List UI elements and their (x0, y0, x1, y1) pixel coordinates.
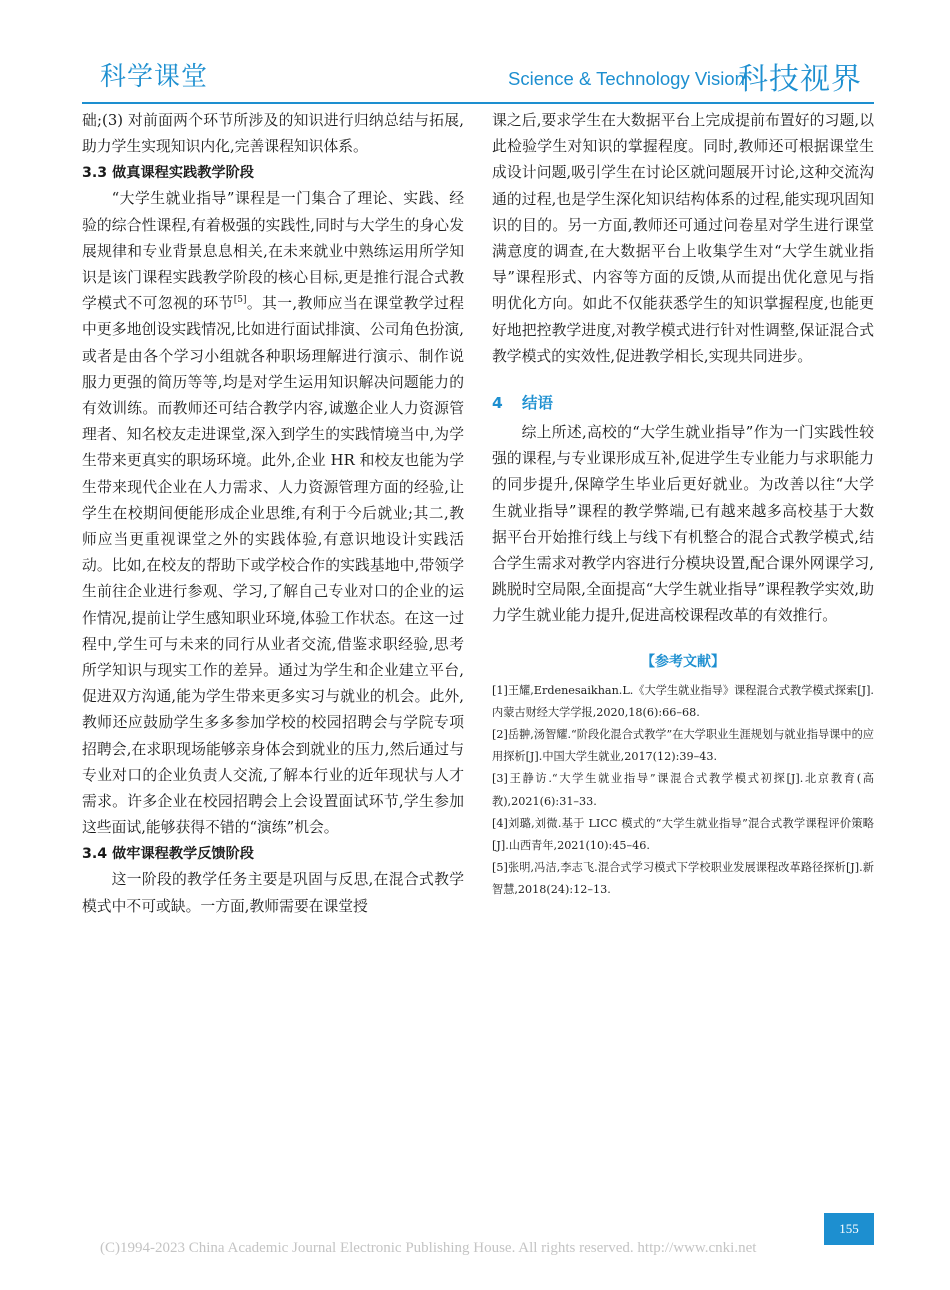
reference-item: [1]王耀,Erdenesaikhan.L.《大学生就业指导》课程混合式教学模式探索[J].内蒙古财经大学学报,2020,18(6):66–68. (492, 683, 874, 719)
section-number: 4 (492, 394, 503, 413)
reference-item: [5]张明,冯洁,李志飞.混合式学习模式下学校职业发展课程改革路径探析[J].新智慧,2018(24):12–13. (492, 861, 874, 897)
conclusion-paragraph: 综上所述,高校的“大学生就业指导”作为一门实践性较强的课程,与专业课形成互补,促进学生专业能力与求职能力的同步提升,保障学生毕业后更好就业。为改善以往“大学生就业指导”课程的教学弊端,已有越来越多高校基于大数据平台开始推行线上与线下有机整合的混合式教学模式,结合学生需求对教学内容进行分模块设置,配合课外网课学习,跳脱时空局限,全面提高“大学生就业指导”课程教学实效,助力学生就业能力提升,促进高校课程改革的有效推行。 (492, 424, 874, 625)
left-column (82, 108, 464, 920)
references-list (492, 680, 874, 902)
right-column (492, 108, 874, 902)
section-heading-3-3: 3.3 做真课程实践教学阶段 (82, 165, 254, 182)
section-3-3-paragraph (82, 186, 464, 841)
reference-item: [3]王静访.“大学生就业指导”课混合式教学模式初探[J].北京教育(高教),2021(6):31–33. (492, 772, 874, 808)
header-divider (82, 102, 874, 104)
reference-item: [4]刘璐,刘微.基于 LICC 模式的“大学生就业指导”混合式教学课程评价策略[J].山西青年,2021(10):45–46. (492, 816, 874, 853)
journal-name-english: Science & Technology Vision (508, 68, 745, 89)
copyright-footer: (C)1994-2023 China Academic Journal Electronic Publishing House. All rights reserved. http://www.cnki.net (100, 1240, 757, 1256)
section-heading-3-4: 3.4 做牢课程教学反馈阶段 (82, 846, 254, 863)
section-3-3-text-a: “大学生就业指导”课程是一门集合了理论、实践、经验的综合性课程,有着极强的实践性,同时与大学生的身心发展规律和专业背景息息相关,在未来就业中熟练运用所学知识是该门课程实践教学阶段的核心目标,更是推行混合式教学模式不可忽视的环节 (82, 190, 464, 313)
reference-item: [2]岳翀,汤智耀.“阶段化混合式教学”在大学职业生涯规划与就业指导课中的应用探析[J].中国大学生就业,2017(12):39–43. (492, 728, 874, 764)
page-number: 155 (824, 1213, 874, 1245)
section-3-4-paragraph: 这一阶段的教学任务主要是巩固与反思,在混合式教学模式中不可或缺。一方面,教师需要在课堂授 (82, 871, 464, 915)
section-title: 结语 (522, 394, 554, 413)
references-heading: 【参考文献】 (641, 653, 725, 670)
paragraph-continued-right: 课之后,要求学生在大数据平台上完成提前布置好的习题,以此检验学生对知识的掌握程度。同时,教师还可根据课堂生成设计问题,吸引学生在讨论区就问题展开讨论,这种交流沟通的过程,也是学生深化知识结构体系的过程,能实现巩固知识的目的。另一方面,教师还可通过问卷星对学生进行课堂满意度的调查,在大数据平台上收集学生对“大学生就业指导”课程形式、内容等方面的反馈,从而提出优化意见与指明优化方向。如此不仅能获悉学生的知识掌握程度,也能更好地把控教学进度,对教学模式进行针对性调整,保证混合式教学模式的实效性,促进教学相长,实现共同进步。 (492, 112, 874, 365)
journal-name-chinese: 科技视界 (738, 62, 862, 97)
citation-marker: [5] (233, 295, 247, 306)
section-heading-4 (492, 390, 874, 416)
paragraph-continued: 础;(3) 对前面两个环节所涉及的知识进行归纳总结与拓展,助力学生实现知识内化,完善课程知识体系。 (82, 112, 464, 156)
journal-section-title: 科学课堂 (100, 62, 209, 92)
section-3-3-text-b: 。其一,教师应当在课堂教学过程中更多地创设实践情况,比如进行面试排演、公司角色扮演,或者是由各个学习小组就各种职场理解进行演示、制作说服力更强的简历等等,均是对学生运用知识解决问题能力的有效训练。而教师还可结合教学内容,诚邀企业人力资源管理者、知名校友走进课堂,深入到学生的实践情境当中,为学生带来更真实的职场环境。此外,企业 HR 和校友也能为学生带来现代企业在人力需求、人力资源管理方面的经验,让学生在校期间便能形成企业思维,有利于今后就业;其二,教师应当更重视课堂之外的实践体验,有意识地设计实践活动。比如,在校友的帮助下或学校合作的实践基地中,带领学生前往企业进行参观、学习,了解自己专业对口的企业的运作情况,提前让学生感知职业环境,体验工作状态。在这一过程中,学生可与未来的同行从业者交流,借鉴求职经验,思考所学知识与现实工作的差异。通过为学生和企业建立平台,促进双方沟通,能为学生带来更多实习与就业的机会。此外,教师还应鼓励学生多多参加学校的校园招聘会与学院专项招聘会,在求职现场能够亲身体会到就业的压力,然后通过与专业对口的企业负责人交流,了解本行业的近年现状与人才需求。许多企业在校园招聘会上会设置面试环节,学生参加这些面试,能够获得不错的“演练”机会。 (82, 295, 464, 837)
